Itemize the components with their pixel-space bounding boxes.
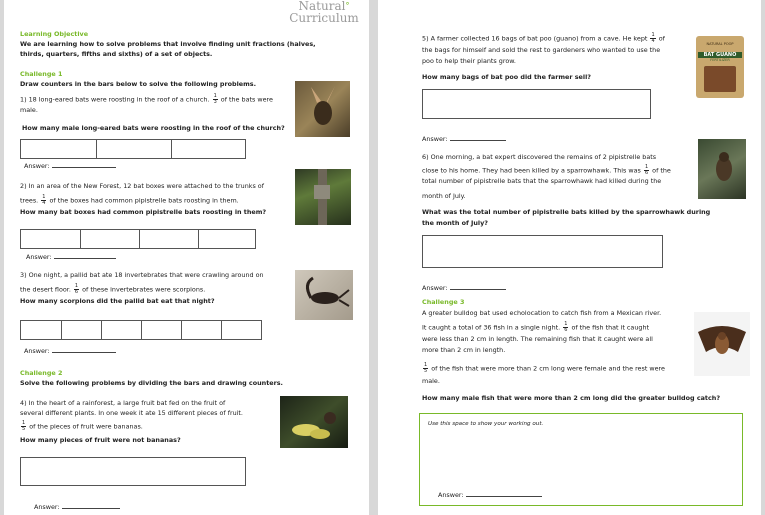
challenge1-instruction: Draw counters in the bars below to solve the following problems.: [20, 80, 256, 88]
learning-objective-heading: Learning Objective: [20, 30, 89, 38]
q7-answer: Answer:: [438, 491, 542, 501]
q6-text-line3: total number of pipistrelle bats that the sparrowhawk had killed during the: [422, 177, 662, 185]
challenge3-heading: Challenge 3: [422, 298, 465, 306]
q6-answer-line[interactable]: [450, 289, 506, 290]
q7-text-line4: more than 2 cm in length.: [422, 346, 506, 354]
worksheet-page-right: [378, 0, 761, 515]
natural-curriculum-logo: Natural° Curriculum: [289, 0, 359, 25]
bar-segment[interactable]: [181, 321, 222, 339]
q1-answer-line[interactable]: [52, 167, 116, 168]
q6-text-line2: close to his home. They had been killed by a sparrowhawk. This was $\frac{1}{6}$ of the: [422, 164, 671, 176]
q3-question: How many scorpions did the pallid bat eat that night?: [20, 297, 215, 305]
q7-text-line3: were less than 2 cm in length. The remaining fish that it caught were all: [422, 335, 653, 343]
q6-question-line1: What was the total number of pipistrelle bats killed by the sparrowhawk during: [422, 208, 711, 216]
bar-segment[interactable]: [21, 321, 62, 339]
challenge2-heading: Challenge 2: [20, 369, 63, 377]
q7-working-box[interactable]: [419, 413, 743, 506]
q4-answer-line[interactable]: [62, 508, 120, 509]
q4-text-line2: several different plants. In one week it ate 15 different pieces of fruit.: [20, 409, 243, 417]
fraction-one-fifth: $\frac{1}{5}$: [424, 362, 428, 374]
q4-answer: Answer:: [34, 503, 120, 513]
q7-answer-line[interactable]: [466, 496, 542, 497]
learning-objective-line1: We are learning how to solve problems that involve finding unit fractions (halves,: [20, 40, 316, 48]
learning-objective-line2: thirds, quarters, fifths and sixths) of a set of objects.: [20, 50, 213, 58]
challenge2-instruction: Solve the following problems by dividing the bars and drawing counters.: [20, 379, 283, 387]
q2-answer-line[interactable]: [54, 258, 116, 259]
q7-question: How many male fish that were more than 2 cm long did the greater bulldog catch?: [422, 394, 721, 402]
q3-text-line2: the desert floor. $\frac{1}{6}$ of these invertebrates were scorpions.: [20, 283, 206, 295]
q7-text-line5: $\frac{1}{5}$ of the fish that were more than 2 cm long were female and the rest were: [424, 362, 665, 374]
q2-answer: Answer:: [26, 253, 116, 263]
worksheet-page-left: [4, 0, 369, 515]
q7-text-line1: A greater bulldog bat used echolocation to catch fish from a Mexican river.: [422, 309, 662, 317]
q2-text-line2: trees. $\frac{1}{4}$ of the boxes had common pipistrelle bats roosting in them.: [20, 194, 239, 206]
long-eared-bat-photo: [295, 81, 350, 137]
q2-bar-model[interactable]: [20, 229, 256, 249]
q5-working-box[interactable]: [422, 89, 651, 119]
q1-text-line2: male.: [20, 106, 38, 114]
q3-answer-line[interactable]: [52, 352, 116, 353]
q7-text-line6: male.: [422, 377, 440, 385]
q6-text-line4: month of July.: [422, 192, 466, 200]
challenge1-heading: Challenge 1: [20, 70, 63, 78]
q6-question-line2: the month of July?: [422, 219, 488, 227]
q4-question: How many pieces of fruit were not bananas?: [20, 436, 181, 444]
bar-segment[interactable]: [21, 140, 97, 158]
q4-text-line3: $\frac{1}{5}$ of the pieces of fruit were bananas.: [22, 420, 143, 432]
bat-guano-bag-photo: NATURAL POOP BAT GUANO FERTILIZER: [696, 36, 744, 98]
fraction-one-sixth: $\frac{1}{6}$: [74, 283, 79, 295]
q3-answer: Answer:: [24, 347, 116, 357]
q2-text-line1: 2) In an area of the New Forest, 12 bat boxes were attached to the trunks of: [20, 182, 264, 190]
q4-text-line1: 4) In the heart of a rainforest, a large fruit bat fed on the fruit of: [20, 399, 226, 407]
fraction-one-quarter: $\frac{1}{4}$: [42, 194, 46, 206]
q1-bar-model[interactable]: [20, 139, 246, 159]
bar-segment[interactable]: [101, 321, 142, 339]
q5-question: How many bags of bat poo did the farmer sell?: [422, 73, 591, 81]
bar-segment[interactable]: [139, 230, 199, 248]
pipistrelle-bat-photo: [698, 139, 746, 199]
bulldog-bat-photo: [694, 312, 750, 376]
q5-text-line3: poo to help their plants grow.: [422, 57, 516, 65]
fraction-one-sixth: $\frac{1}{6}$: [644, 164, 649, 176]
fraction-one-quarter: $\frac{1}{4}$: [651, 32, 655, 44]
bar-segment[interactable]: [96, 140, 172, 158]
q5-text-line1: 5) A farmer collected 16 bags of bat poo (guano) from a cave. He kept $\frac{1}{4}$ of: [422, 32, 665, 44]
q6-text-line1: 6) One morning, a bat expert discovered the remains of 2 pipistrelle bats: [422, 153, 657, 161]
bar-segment[interactable]: [21, 230, 81, 248]
fruit-bat-bananas-photo: [280, 396, 348, 448]
q3-bar-model[interactable]: [20, 320, 262, 340]
q7-text-line2: It caught a total of 36 fish in a single night. $\frac{1}{6}$ of the fish that it caught: [422, 321, 649, 333]
q2-question: How many bat boxes had common pipistrelle bats roosting in them?: [20, 208, 267, 216]
bar-segment[interactable]: [141, 321, 182, 339]
fraction-one-third: $\frac{1}{3}$: [213, 93, 217, 105]
bar-segment[interactable]: [80, 230, 140, 248]
fraction-one-fifth: $\frac{1}{5}$: [22, 420, 26, 432]
q5-text-line2: the bags for himself and sold the rest to gardeners who wanted to use the: [422, 46, 661, 54]
q1-answer: Answer:: [24, 162, 116, 172]
q5-answer-line[interactable]: [450, 140, 506, 141]
q1-text-line1: 1) 18 long-eared bats were roosting in the roof of a church. $\frac{1}{3}$ of the bats were: [20, 93, 273, 105]
bat-box-tree-photo: [295, 169, 351, 225]
working-instruction: Use this space to show your working out.: [428, 421, 544, 427]
q1-question: How many male long-eared bats were roosting in the roof of the church?: [22, 124, 285, 132]
q3-text-line1: 3) One night, a pallid bat ate 18 invertebrates that were crawling around on: [20, 271, 264, 279]
scorpion-photo: [295, 270, 353, 320]
q4-working-box[interactable]: [20, 457, 246, 486]
q6-working-box[interactable]: [422, 235, 663, 268]
q5-answer: Answer:: [422, 135, 506, 145]
fraction-one-sixth: $\frac{1}{6}$: [564, 321, 568, 333]
bar-segment[interactable]: [61, 321, 102, 339]
q6-answer: Answer:: [422, 284, 506, 294]
